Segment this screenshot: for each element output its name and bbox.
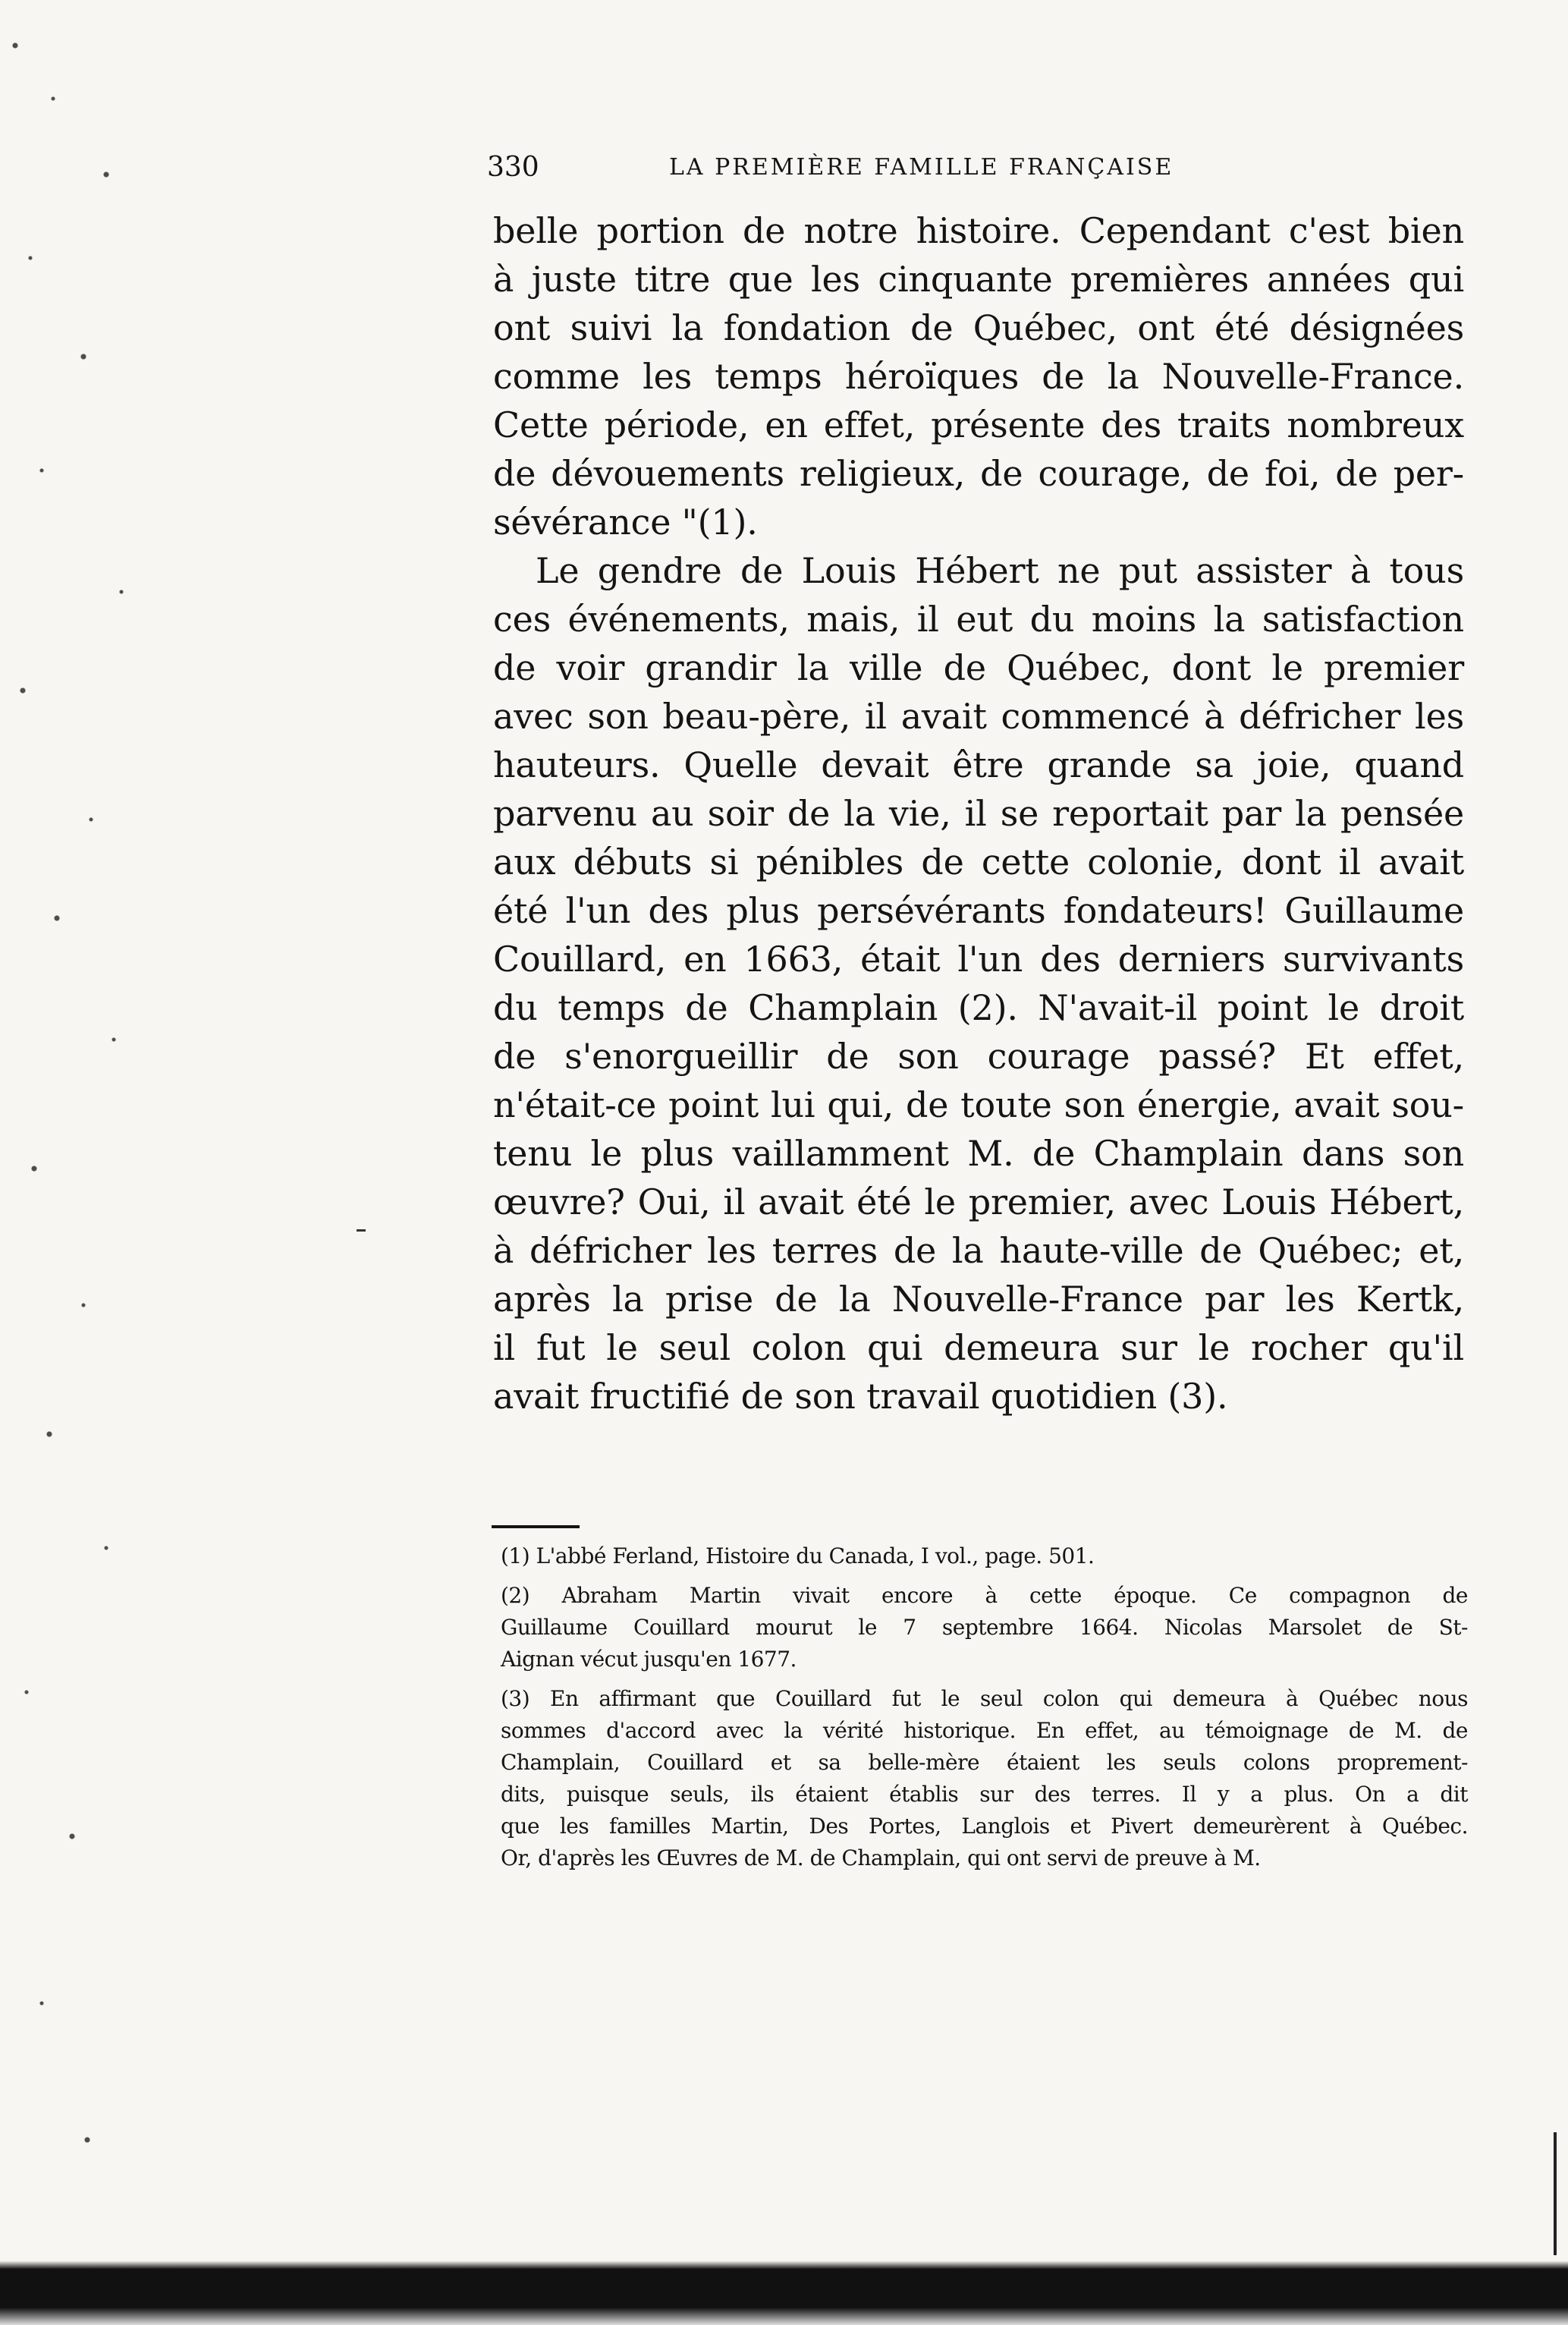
text-line: Couillard, en 1663, était l'un des derniers survivants <box>493 939 1464 980</box>
footnote-line: Guillaume Couillard mourut le 7 septembre 1664. Nicolas Marsolet de St- <box>501 1615 1468 1640</box>
page-header <box>487 146 1549 190</box>
footnote-line: Champlain, Couillard et sa belle-mère étaient les seuls colons proprement- <box>501 1750 1468 1775</box>
footnote-3 <box>501 1683 1468 1874</box>
scan-bottom-edge <box>0 2255 1568 2325</box>
footnote-spacer <box>501 1675 1468 1683</box>
text-line: avec son beau-père, il avait commencé à défricher les <box>493 696 1464 737</box>
text-line: à juste titre que les cinquante premières années qui <box>493 259 1464 300</box>
text-line: comme les temps héroïques de la Nouvelle-France. <box>493 356 1464 397</box>
footnote-2 <box>501 1580 1468 1675</box>
scan-edge-mark <box>1554 2132 1557 2261</box>
margin-mark <box>357 1229 366 1232</box>
text-line: Cette période, en effet, présente des traits nombreux <box>493 404 1464 445</box>
text-line: de s'enorgueillir de son courage passé? Et effet, <box>493 1036 1464 1077</box>
main-text <box>493 206 1464 1512</box>
text-line: à défricher les terres de la haute-ville de Québec; et, <box>493 1230 1464 1271</box>
text-line: du temps de Champlain (2). N'avait-il point le droit <box>493 987 1464 1028</box>
text-line: ces événements, mais, il eut du moins la satisfaction <box>493 599 1464 640</box>
footnote-line: Or, d'après les Œuvres de M. de Champlain, qui ont servi de preuve à M. <box>501 1845 1261 1870</box>
text-line: avait fructifié de son travail quotidien (3). <box>493 1376 1228 1417</box>
text-line: parvenu au soir de la vie, il se reportait par la pensée <box>493 793 1464 834</box>
footnote-1 <box>501 1540 1468 1572</box>
footnote-line: (2) Abraham Martin vivait encore à cette époque. Ce compagnon de <box>501 1583 1468 1608</box>
footnote-line: que les familles Martin, Des Portes, Langlois et Pivert demeurèrent à Québec. <box>501 1814 1468 1839</box>
text-line: après la prise de la Nouvelle-France par les Kertk, <box>493 1279 1464 1320</box>
text-line: été l'un des plus persévérants fondateurs! Guillaume <box>493 890 1464 931</box>
text-line: de voir grandir la ville de Québec, dont le premier <box>493 647 1464 688</box>
footnote-line: dits, puisque seuls, ils étaient établis sur des terres. Il y a plus. On a dit <box>501 1782 1468 1807</box>
footnote-line: (1) L'abbé Ferland, Histoire du Canada, I vol., page. 501. <box>501 1543 1095 1568</box>
text-line: n'était-ce point lui qui, de toute son énergie, avait sou- <box>493 1084 1464 1125</box>
footnotes <box>501 1540 1468 2011</box>
text-line: belle portion de notre histoire. Cependant c'est bien <box>493 210 1464 251</box>
text-line: œuvre? Oui, il avait été le premier, avec Louis Hébert, <box>493 1181 1464 1222</box>
text-line: hauteurs. Quelle devait être grande sa joie, quand <box>493 744 1464 785</box>
text-line: tenu le plus vaillamment M. de Champlain dans son <box>493 1133 1464 1174</box>
running-head: LA PREMIÈRE FAMILLE FRANÇAISE <box>669 154 1174 181</box>
text-line: il fut le seul colon qui demeura sur le rocher qu'il <box>493 1327 1464 1368</box>
footnote-line: sommes d'accord avec la vérité historique. En effet, au témoignage de M. de <box>501 1718 1468 1743</box>
text-line: aux débuts si pénibles de cette colonie, dont il avait <box>493 842 1464 882</box>
text-line: de dévouements religieux, de courage, de foi, de per- <box>493 453 1464 494</box>
text-line: ont suivi la fondation de Québec, ont été désignées <box>493 307 1464 348</box>
footnote-line: (3) En affirmant que Couillard fut le seul colon qui demeura à Québec nous <box>501 1686 1468 1711</box>
page-number: 330 <box>487 152 539 183</box>
footnote-spacer <box>501 1572 1468 1580</box>
text-line: Le gendre de Louis Hébert ne put assister à tous <box>536 550 1464 591</box>
footnote-rule <box>492 1525 580 1528</box>
text-line: sévérance "(1). <box>493 502 758 543</box>
footnote-line: Aignan vécut jusqu'en 1677. <box>501 1647 797 1672</box>
scan-edge-noise <box>0 0 174 2325</box>
